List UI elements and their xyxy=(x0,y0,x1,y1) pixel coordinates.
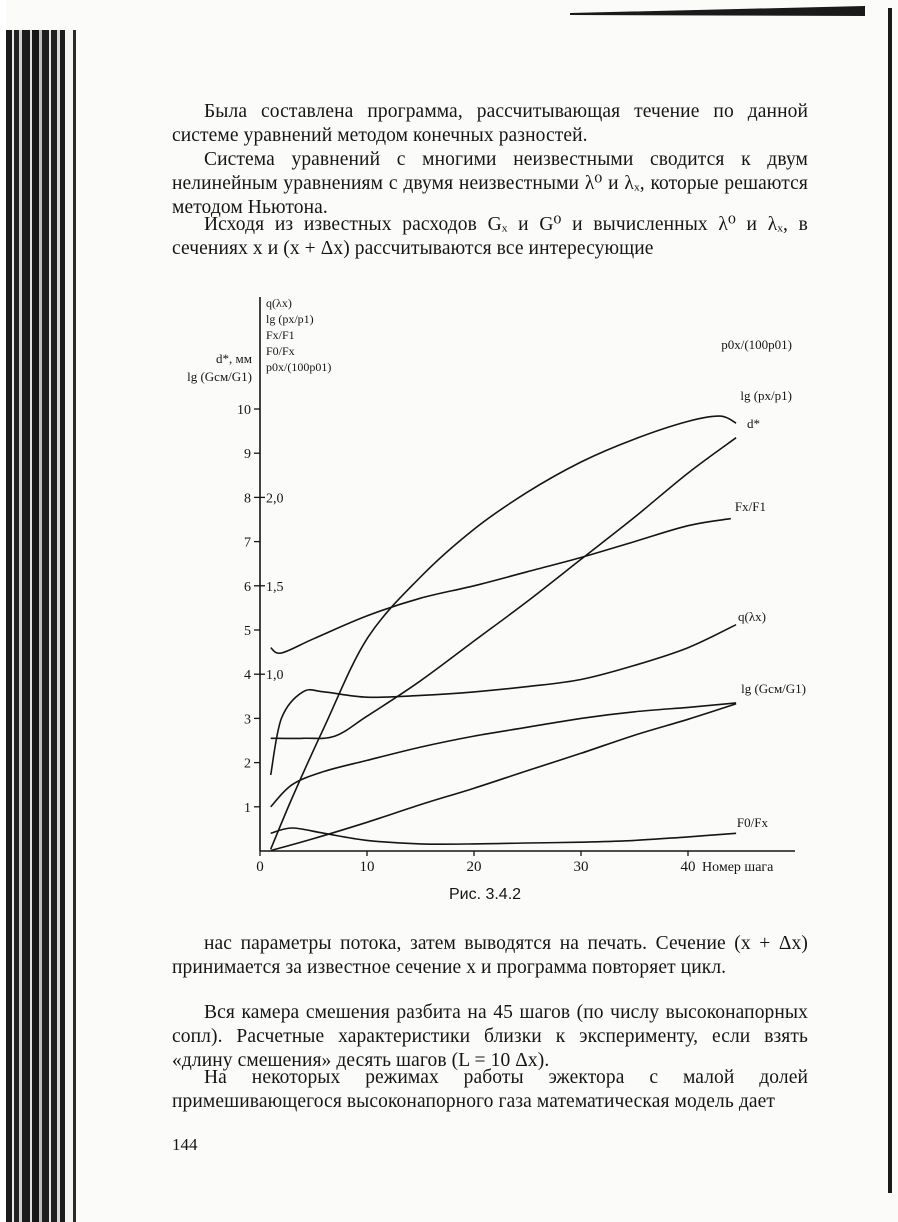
page-edge-right xyxy=(888,8,892,1193)
y-left-axis-label-1: d*, мм xyxy=(216,351,252,366)
y-left-tick-label: 6 xyxy=(244,579,251,595)
series-label: lg (Gсм/G1) xyxy=(741,681,806,696)
x-axis-label: Номер шага xyxy=(702,860,774,875)
x-tick-label: 10 xyxy=(359,859,375,875)
y-left-tick-label: 7 xyxy=(244,535,251,551)
series-line xyxy=(271,625,736,775)
series-label: p0x/(100p01) xyxy=(721,337,792,352)
figure-chart xyxy=(150,285,820,880)
y-right-tick-label: 1,5 xyxy=(266,579,284,595)
y-left-tick-label: 3 xyxy=(244,712,251,728)
x-tick-label: 0 xyxy=(256,859,264,875)
series-label: q(λx) xyxy=(738,609,766,624)
y-right-axis-label: F0/Fx xyxy=(266,344,295,358)
y-right-axis-label: p0x/(100p01) xyxy=(266,360,332,374)
x-tick-label: 30 xyxy=(573,859,589,875)
series-label: F0/Fx xyxy=(736,815,768,830)
y-left-axis-label-2: lg (Gсм/G1) xyxy=(187,369,252,384)
chart-curves xyxy=(271,416,736,851)
page-number: 144 xyxy=(172,1135,198,1154)
y-right-tick-label: 2,0 xyxy=(266,491,284,507)
paragraph-3: Исходя из известных расходов Gₓ и G⁰ и вычисленных λ⁰ и λₓ, в сечениях x и (x + Δx) рассчитываются все интересующие xyxy=(172,214,808,259)
y-right-axis-label: Fx/F1 xyxy=(266,328,295,342)
figure-caption: Рис. 3.4.2 xyxy=(448,886,522,903)
y-left-tick-label: 10 xyxy=(237,403,251,418)
series-line xyxy=(271,519,731,654)
chart-axes xyxy=(260,297,795,851)
y-left-tick-label: 4 xyxy=(244,668,251,684)
y-right-axis-label: lg (px/p1) xyxy=(266,312,314,326)
y-right-tick-label: 1,0 xyxy=(266,668,284,684)
chart-ticks xyxy=(237,403,696,875)
book-spine-shadow xyxy=(0,0,95,1222)
series-label: d* xyxy=(747,416,760,431)
y-left-tick-label: 2 xyxy=(244,756,251,772)
series-label: Fx/F1 xyxy=(734,499,766,514)
y-left-tick-label: 1 xyxy=(244,800,251,816)
paragraph-4: нас параметры потока, затем выводятся на печать. Сечение (x + Δx) принимается за известное сечение x и программа повторяет цикл. xyxy=(172,933,808,978)
paragraph-5: Вся камера смешения разбита на 45 шагов (по числу высоконапорных сопл). Расчетные характеристики близки к эксперименту, если взять «длину смешения» десять шагов (L = 10 Δx). xyxy=(172,1002,808,1071)
x-tick-label: 20 xyxy=(466,859,482,875)
x-tick-label: 40 xyxy=(680,859,696,875)
series-label: lg (px/p1) xyxy=(740,388,792,403)
paragraph-6: На некоторых режимах работы эжектора с малой долей примешивающегося высоконапорного газа математическая модель дает xyxy=(172,1067,808,1112)
y-right-axis-label: q(λx) xyxy=(266,296,292,310)
series-line xyxy=(271,416,736,849)
series-line xyxy=(271,438,736,739)
series-line xyxy=(271,703,736,807)
y-left-tick-label: 9 xyxy=(244,447,251,463)
y-left-tick-label: 8 xyxy=(244,491,251,507)
series-line xyxy=(271,704,736,851)
paragraph-2: Система уравнений с многими неизвестными сводится к двум нелинейным уравнениям с двумя неизвестными λ⁰ и λₓ, которые решаются методом Ньютона. xyxy=(172,149,808,218)
page-edge-shadow xyxy=(570,6,865,16)
paragraph-1: Была составлена программа, рассчитывающая течение по данной системе уравнений методом конечных разностей. xyxy=(172,101,808,146)
y-left-tick-label: 5 xyxy=(244,624,251,639)
